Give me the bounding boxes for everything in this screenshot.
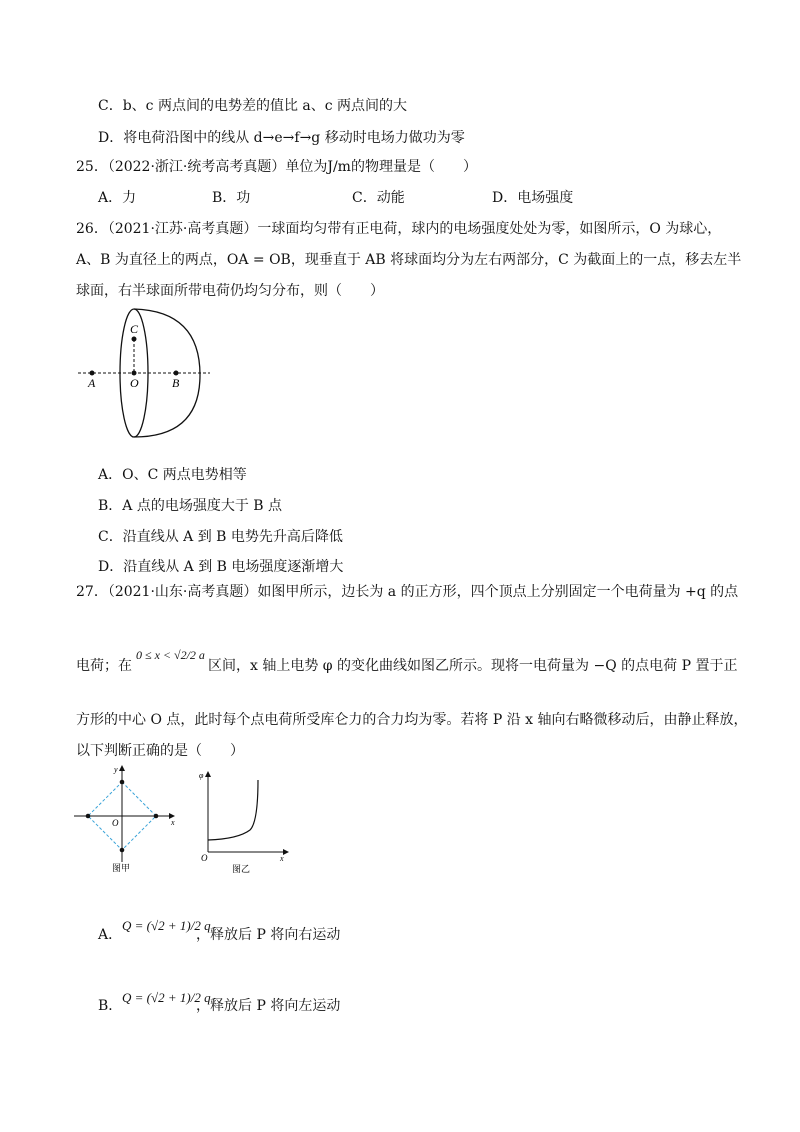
q27-option-a-text: ，释放后 P 将向右运动: [196, 927, 341, 943]
q25-option-b: B．功: [212, 190, 251, 206]
q26-option-a: A．O、C 两点电势相等: [98, 467, 247, 483]
yi-axis-x: x: [280, 854, 284, 863]
label-b: B: [172, 376, 180, 390]
yi-origin: O: [201, 853, 208, 863]
q26-option-d: D．沿直线从 A 到 B 电场强度逐渐增大: [98, 559, 344, 575]
q25-option-c: C．动能: [352, 190, 405, 206]
label-o: O: [130, 376, 139, 390]
label-c: C: [130, 322, 139, 336]
q27-figure-jia: [70, 762, 185, 877]
q27-figure-yi: [198, 768, 293, 876]
jia-caption: 图甲: [112, 863, 131, 873]
yi-caption: 图乙: [232, 864, 251, 874]
jia-axis-y: y: [114, 765, 118, 774]
q26-stem-line1: 26．（2021·江苏·高考真题）一球面均匀带有正电荷，球内的电场强度处处为零，如图所示，O 为球心，: [76, 221, 722, 237]
q27-option-a-formula-text: Q = (√2 + 1)/2 q: [122, 918, 211, 933]
q26-stem-line2: A、B 为直径上的两点，OA = OB，现垂直于 AB 将球面均分为左右两部分，C 为截面上的一点，移去左半: [76, 252, 742, 268]
jia-axis-x: x: [171, 818, 175, 827]
q26-option-c: C．沿直线从 A 到 B 电势先升高后降低: [98, 529, 343, 545]
q26-option-b: B．A 点的电场强度大于 B 点: [98, 498, 283, 514]
q27-option-b-formula-text: Q = (√2 + 1)/2 q: [122, 990, 211, 1005]
q27-range-formula: [136, 636, 206, 676]
q27-option-b-label: B．: [98, 998, 123, 1014]
q27-range-formula-text: 0 ≤ x < √2/2 a: [136, 648, 205, 662]
q27-option-b-text: ，释放后 P 将向左运动: [196, 998, 341, 1014]
q25-options: [0, 188, 800, 208]
q25-option-d: D．电场强度: [492, 190, 574, 206]
q24-option-d: D．将电荷沿图中的线从 d→e→f→g 移动时电场力做功为零: [98, 130, 465, 146]
q25-option-a: A．力: [98, 190, 137, 206]
q27-stem-line2-post: 区间，x 轴上电势 φ 的变化曲线如图乙所示。现将一电荷量为 −Q 的点电荷 P 置于正: [208, 658, 738, 674]
q27-stem-line2: [76, 656, 132, 676]
q26-stem-line3: 球面，右半球面所带电荷仍均匀分布，则（ ）: [76, 283, 384, 299]
q25-stem: 25．（2022·浙江·统考高考真题）单位为J/m的物理量是（ ）: [76, 159, 477, 175]
yi-axis-phi: φ: [199, 771, 204, 780]
q24-option-c: C．b、c 两点间的电势差的值比 a、c 两点间的大: [98, 98, 408, 114]
q27-stem-line2-pre: 电荷；在: [76, 658, 132, 674]
q27-option-a-label: A．: [98, 927, 123, 943]
jia-origin: O: [112, 818, 119, 828]
q27-stem-line4: 以下判断正确的是（ ）: [76, 743, 244, 759]
label-a: A: [88, 376, 96, 390]
q26-hemisphere-figure: [70, 305, 210, 440]
q27-stem-line3: 方形的中心 O 点，此时每个点电荷所受库仑力的合力均为零。若将 P 沿 x 轴向右略微移动后，由静止释放，: [76, 712, 748, 728]
q27-stem-line1: 27．（2021·山东·高考真题）如图甲所示，边长为 a 的正方形，四个顶点上分别固定一个电荷量为 +q 的点: [76, 584, 739, 600]
